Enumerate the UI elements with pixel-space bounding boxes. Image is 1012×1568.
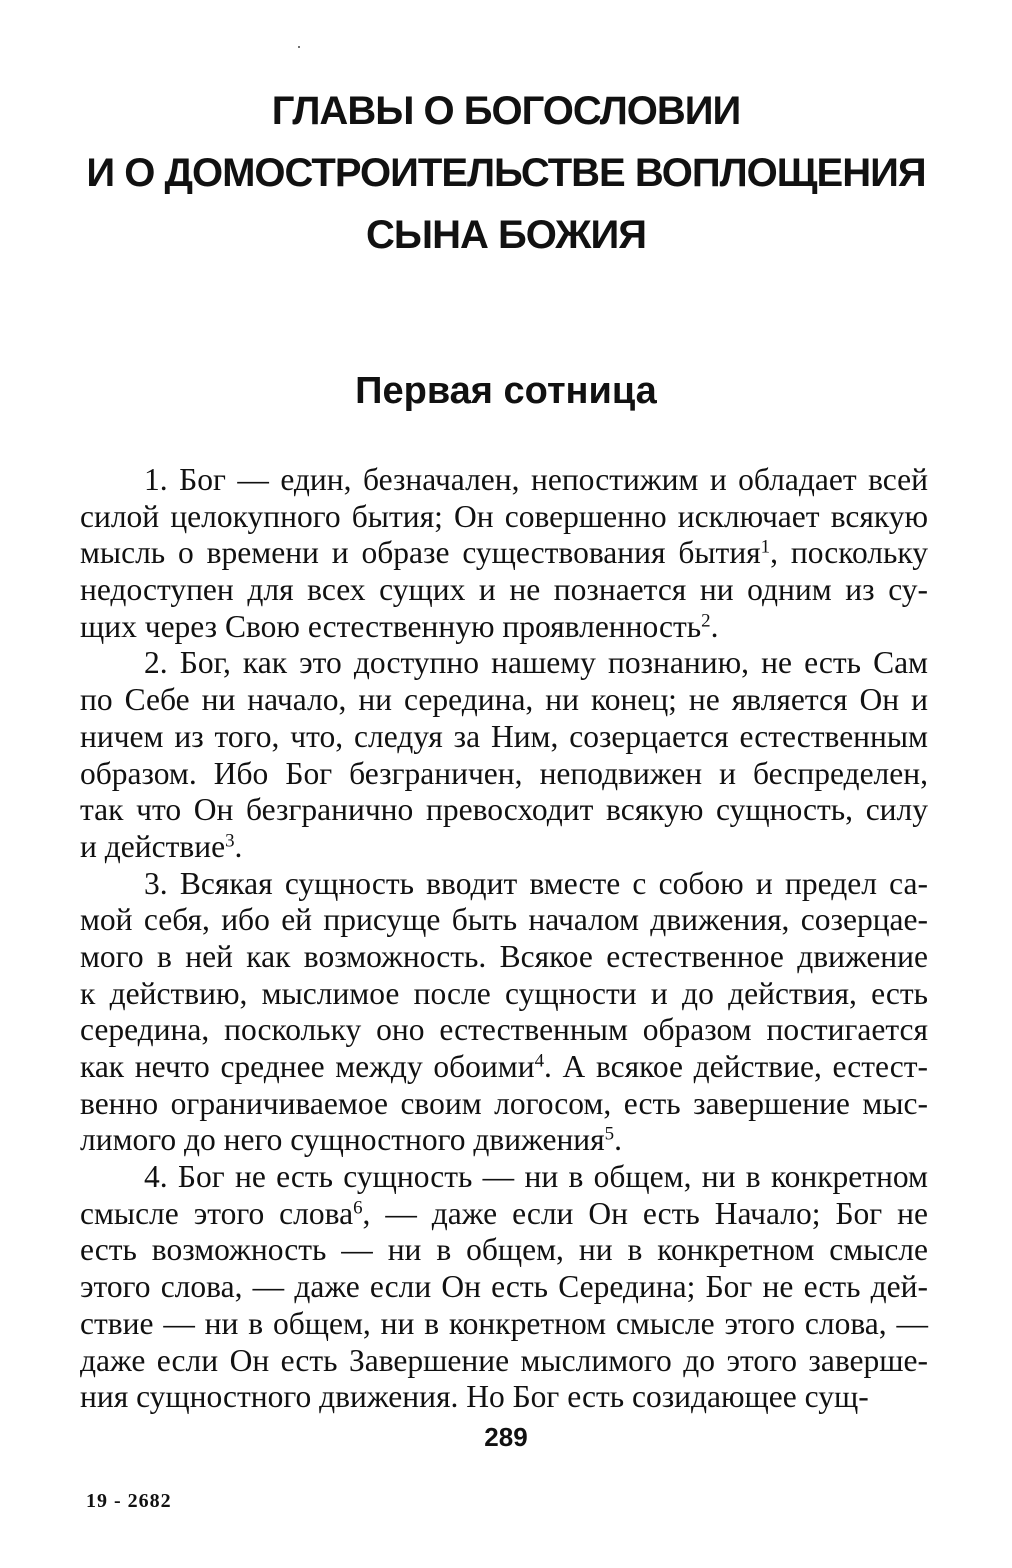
text-line-content: ствие — ни в общем, ни в конкретном смысле этого слова, —: [80, 1305, 928, 1341]
footnote-marker[interactable]: 5: [604, 1123, 615, 1145]
footnote-marker[interactable]: 2: [701, 610, 711, 632]
chapter-title-line-2: И О ДОМОСТРОИТЕЛЬСТВЕ ВОПЛОЩЕНИЯ: [86, 151, 926, 195]
text-line-content: мого в ней как возможность. Всякое естественное движение: [80, 938, 928, 974]
text-line: [80, 976, 928, 1013]
text-line-content: мысль о времени и образе существования бытия: [80, 535, 761, 571]
text-line-content: лимого до него сущностного движения: [80, 1122, 605, 1158]
text-line: [80, 792, 928, 829]
body-text: [80, 462, 928, 1416]
text-line-content: ничем из того, что, следуя за Ним, созерцается естественным: [80, 718, 928, 754]
text-line: [80, 535, 928, 572]
text-line: [80, 572, 928, 609]
text-line: [80, 645, 928, 682]
text-line-content: даже если Он есть Завершение мыслимого до этого заверше-: [80, 1342, 928, 1378]
text-line-content: ния сущностного движения. Но Бог есть созидающее сущ-: [80, 1379, 869, 1415]
footnote-marker[interactable]: 4: [534, 1050, 545, 1072]
text-line: [80, 829, 928, 866]
text-line-content: есть возможность — ни в общем, ни в конкретном смысле: [80, 1232, 928, 1268]
text-line-content: так что Он безгранично превосходит всякую сущность, силу: [80, 792, 928, 828]
print-speck: [298, 46, 300, 48]
text-line-content: силой целокупного бытия; Он совершенно исключает всякую: [80, 498, 928, 534]
text-line: [80, 939, 928, 976]
text-line-content: 4. Бог не есть сущность — ни в общем, ни в конкретном: [144, 1159, 928, 1195]
text-line: [80, 1196, 928, 1233]
text-line-content: по Себе ни начало, ни середина, ни конец; не является Он и: [80, 682, 928, 718]
text-line-content: венно ограничиваемое своим логосом, есть завершение мыс-: [80, 1085, 928, 1121]
text-line: [80, 609, 928, 646]
text-line-content: середина, поскольку оно естественным образом постигается: [80, 1012, 928, 1048]
chapter-title-line-1: ГЛАВЫ О БОГОСЛОВИИ: [271, 89, 741, 133]
text-line-content: к действию, мыслимое после сущности и до действия, есть: [80, 975, 928, 1011]
text-line-continuation: , — даже если Он есть Начало; Бог не: [362, 1195, 928, 1231]
text-line-content: 1. Бог — един, безначален, непостижим и обладает всей: [144, 462, 928, 497]
text-line-continuation: .: [614, 1122, 622, 1158]
text-line-content: щих через Свою естественную проявленность: [80, 608, 702, 644]
text-line-content: и действие: [80, 828, 226, 864]
footnote-marker[interactable]: 1: [760, 536, 771, 558]
footnote-marker[interactable]: 6: [353, 1197, 363, 1219]
chapter-title: [60, 80, 952, 266]
text-line-continuation: , поскольку: [770, 535, 928, 571]
printer-signature: 19 - 2682: [86, 1490, 172, 1512]
text-line: [80, 1159, 928, 1196]
text-line: [80, 462, 928, 499]
text-line-content: смысле этого слова: [80, 1195, 354, 1231]
text-line: [80, 682, 928, 719]
text-line: [80, 1049, 928, 1086]
text-line-continuation: .: [710, 608, 719, 644]
text-line: [80, 1012, 928, 1049]
text-line-continuation: . А всякое действие, естест-: [544, 1049, 928, 1084]
text-line: [80, 1232, 928, 1269]
text-line-content: мой себя, ибо ей присуще быть началом движения, созерцае-: [80, 902, 928, 938]
page-number: 289: [484, 1422, 528, 1452]
text-line: [80, 719, 928, 756]
section-title: Первая сотница: [355, 370, 657, 412]
text-line: [80, 1086, 928, 1123]
text-line: [80, 1269, 928, 1306]
text-line: [80, 1379, 928, 1416]
text-line: [80, 902, 928, 939]
text-line: [80, 1343, 928, 1380]
text-line: [80, 756, 928, 793]
text-line-content: этого слова, — даже если Он есть Середина; Бог не есть дей-: [80, 1269, 928, 1305]
text-line: [80, 1122, 928, 1159]
text-line-continuation: .: [234, 828, 243, 864]
text-line-content: образом. Ибо Бог безграничен, неподвижен и беспределен,: [80, 755, 928, 791]
text-line: [80, 866, 928, 903]
text-line-content: 2. Бог, как это доступно нашему познанию, не есть Сам: [144, 645, 928, 681]
text-line: [80, 499, 928, 536]
text-line-content: недоступен для всех сущих и не познается ни одним из су-: [80, 572, 928, 608]
chapter-title-line-3: СЫНА БОЖИЯ: [366, 213, 646, 257]
text-line-content: 3. Всякая сущность вводит вместе с собою и предел са-: [144, 865, 928, 901]
text-line: [80, 1306, 928, 1343]
text-line-content: как нечто среднее между обоими: [80, 1049, 535, 1084]
footnote-marker[interactable]: 3: [225, 830, 235, 852]
